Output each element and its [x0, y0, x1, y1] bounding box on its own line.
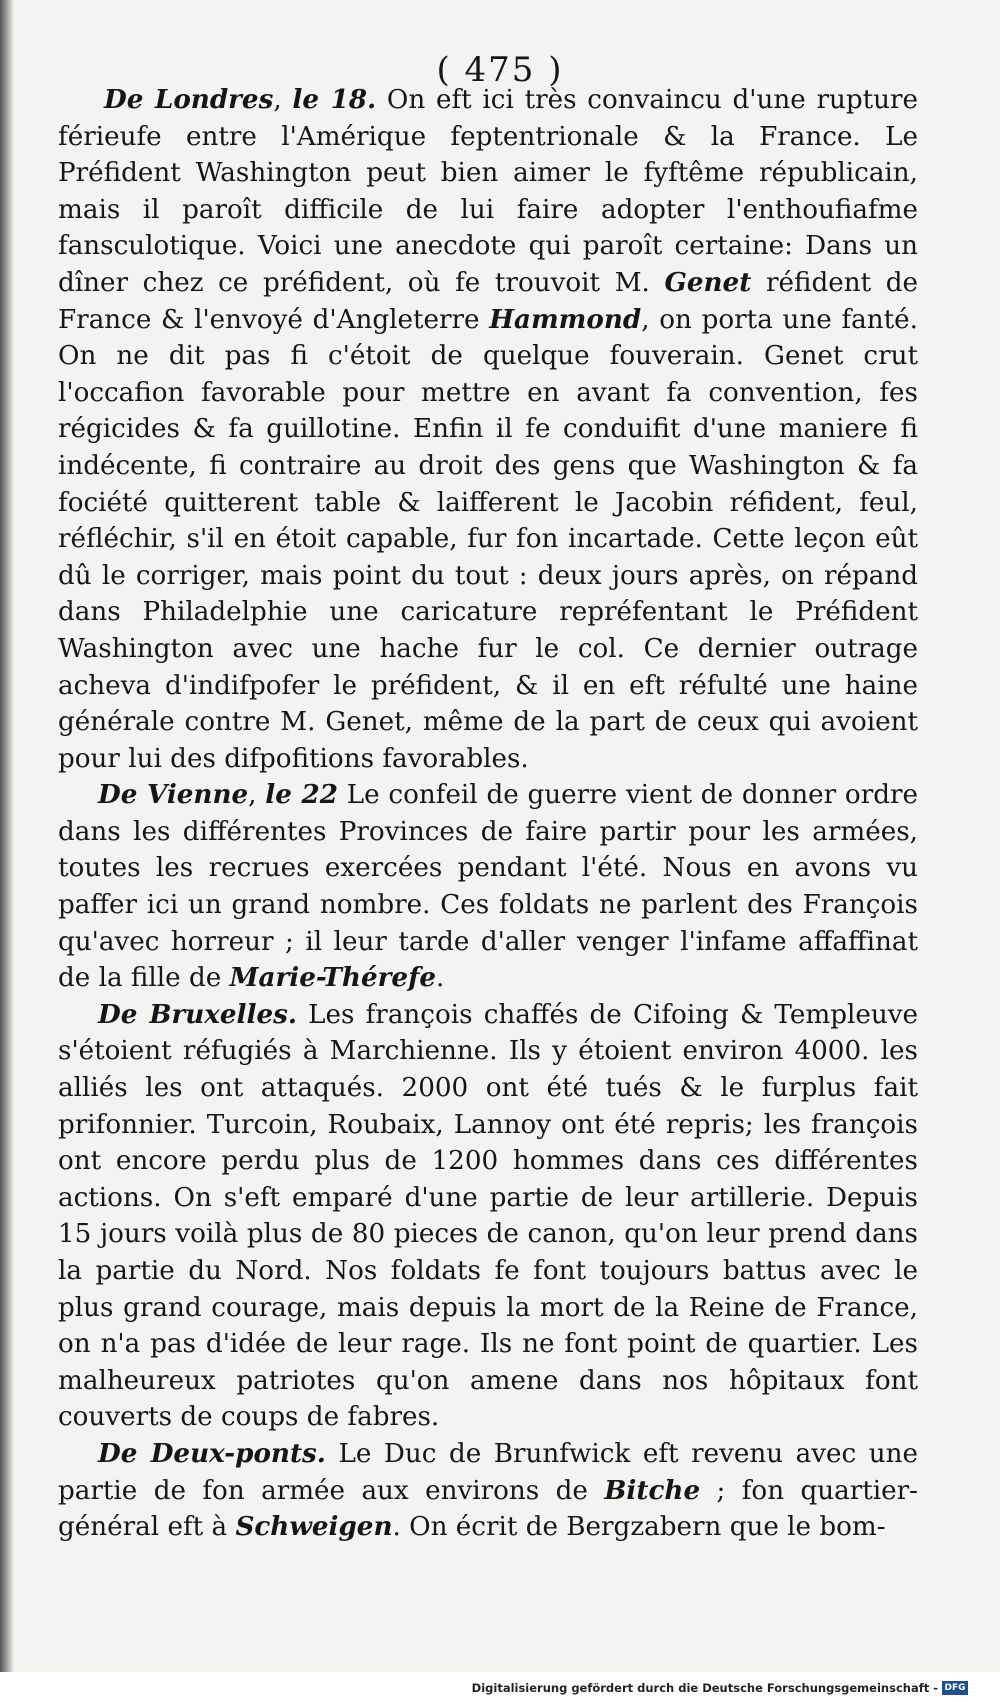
news-paragraph: [58, 997, 918, 1436]
dateline: De Deux-ponts.: [98, 1437, 326, 1469]
news-paragraph: [58, 1436, 918, 1546]
digitization-credit: [472, 1680, 968, 1696]
page-number: ( 475 ): [436, 50, 564, 90]
dateline-date: le 18.: [292, 84, 377, 115]
dateline-separator: ,: [273, 85, 293, 115]
body-text: Le Duc de Brunfwick eft revenu avec une partie de fon armée aux environs de: [58, 1438, 918, 1506]
dateline: De Vienne: [98, 779, 249, 811]
body-text: ; fon quartier-général eft à: [58, 1475, 918, 1543]
dateline: De Londres: [104, 84, 274, 115]
emphasized-name: Schweigen: [235, 1511, 393, 1543]
dateline-date: le 22: [265, 779, 338, 811]
dateline-separator: ,: [248, 780, 266, 811]
body-text: Le confeil de guerre vient de donner ordre dans les différentes Provinces de faire partir pour les armées, toutes les recrues exercées pendant l'été. Nous en avons vu paffer ici un grand nombre. Ces foldats ne parlent des François qu'avec horreur ; il leur tarde d'aller venger l'infame affaffinat de la fille de: [58, 780, 918, 994]
body-text: . On écrit de Bergzabern que le bom-: [392, 1512, 886, 1543]
body-text: , on porta une fanté. On ne dit pas fi c'étoit de quelque fouverain. Genet crut l'occafion favorable pour mettre en avant fa convention, fes régicides & fa guillotine. Enfin il fe conduifit d'une maniere fi indécente, fi contraire au droit des gens que Washington & fa fociété quitterent table & laifferent le Jacobin réfident, feul, réfléchir, s'il en étoit capable, fur fon incartade. Cette leçon eût dû le corriger, mais point du tout : deux jours après, on répand dans Philadelphie une caricature repréfentant le Préfident Washington avec une hache fur le col. Ce dernier outrage acheva d'indifpofer le préfident, & il en eft réfulté une haine générale contre M. Genet, même de la part de ceux qui avoient pour lui des difpofitions favorables.: [58, 304, 918, 774]
emphasized-name: Marie-Thérefe: [229, 962, 436, 994]
article-text: [58, 82, 918, 1546]
body-text: Les françois chaffés de Cifoing & Templeuve s'étoient réfugiés à Marchienne. Ils y étoient environ 4000. les alliés les ont attaqués. 2000 ont été tués & le furplus fait prifonnier. Turcoin, Roubaix, Lannoy ont été repris; les françois ont encore perdu plus de 1200 hommes dans ces différentes actions. On s'eft emparé d'une partie de leur artillerie. Depuis 15 jours voilà plus de 80 pieces de canon, qu'on leur prend dans la partie du Nord. Nos foldats fe font toujours battus avec le plus grand courage, mais depuis la mort de la Reine de France, on n'a pas d'idée de leur rage. Ils ne font point de quartier. Les malheureux patriotes qu'on amene dans nos hôpitaux font couverts de coups de fabres.: [58, 999, 918, 1433]
body-text: .: [436, 963, 445, 994]
dfg-logo: DFG: [942, 1681, 968, 1695]
emphasized-name: Bitche: [604, 1474, 701, 1506]
body-text: réfident de France & l'envoyé d'Angleterre: [58, 267, 918, 335]
emphasized-name: Hammond: [489, 303, 642, 335]
dateline: De Bruxelles.: [98, 998, 297, 1030]
credit-text: Digitalisierung gefördert durch die Deutsche Forschungsgemeinschaft -: [471, 1681, 938, 1695]
news-paragraph: [58, 82, 918, 777]
body-text: On eft ici très convaincu d'une rupture férieufe entre l'Amérique feptentrionale & la France. Le Préfident Washington peut bien aimer le fyftême républicain, mais il paroît difficile de lui faire adopter l'enthoufiafme fansculotique. Voici une anecdote qui paroît certaine: Dans un dîner chez ce préfident, où fe trouvoit M.: [58, 85, 919, 298]
emphasized-name: Genet: [664, 266, 752, 298]
binding-shadow: [0, 0, 14, 1702]
news-paragraph: [58, 777, 918, 997]
